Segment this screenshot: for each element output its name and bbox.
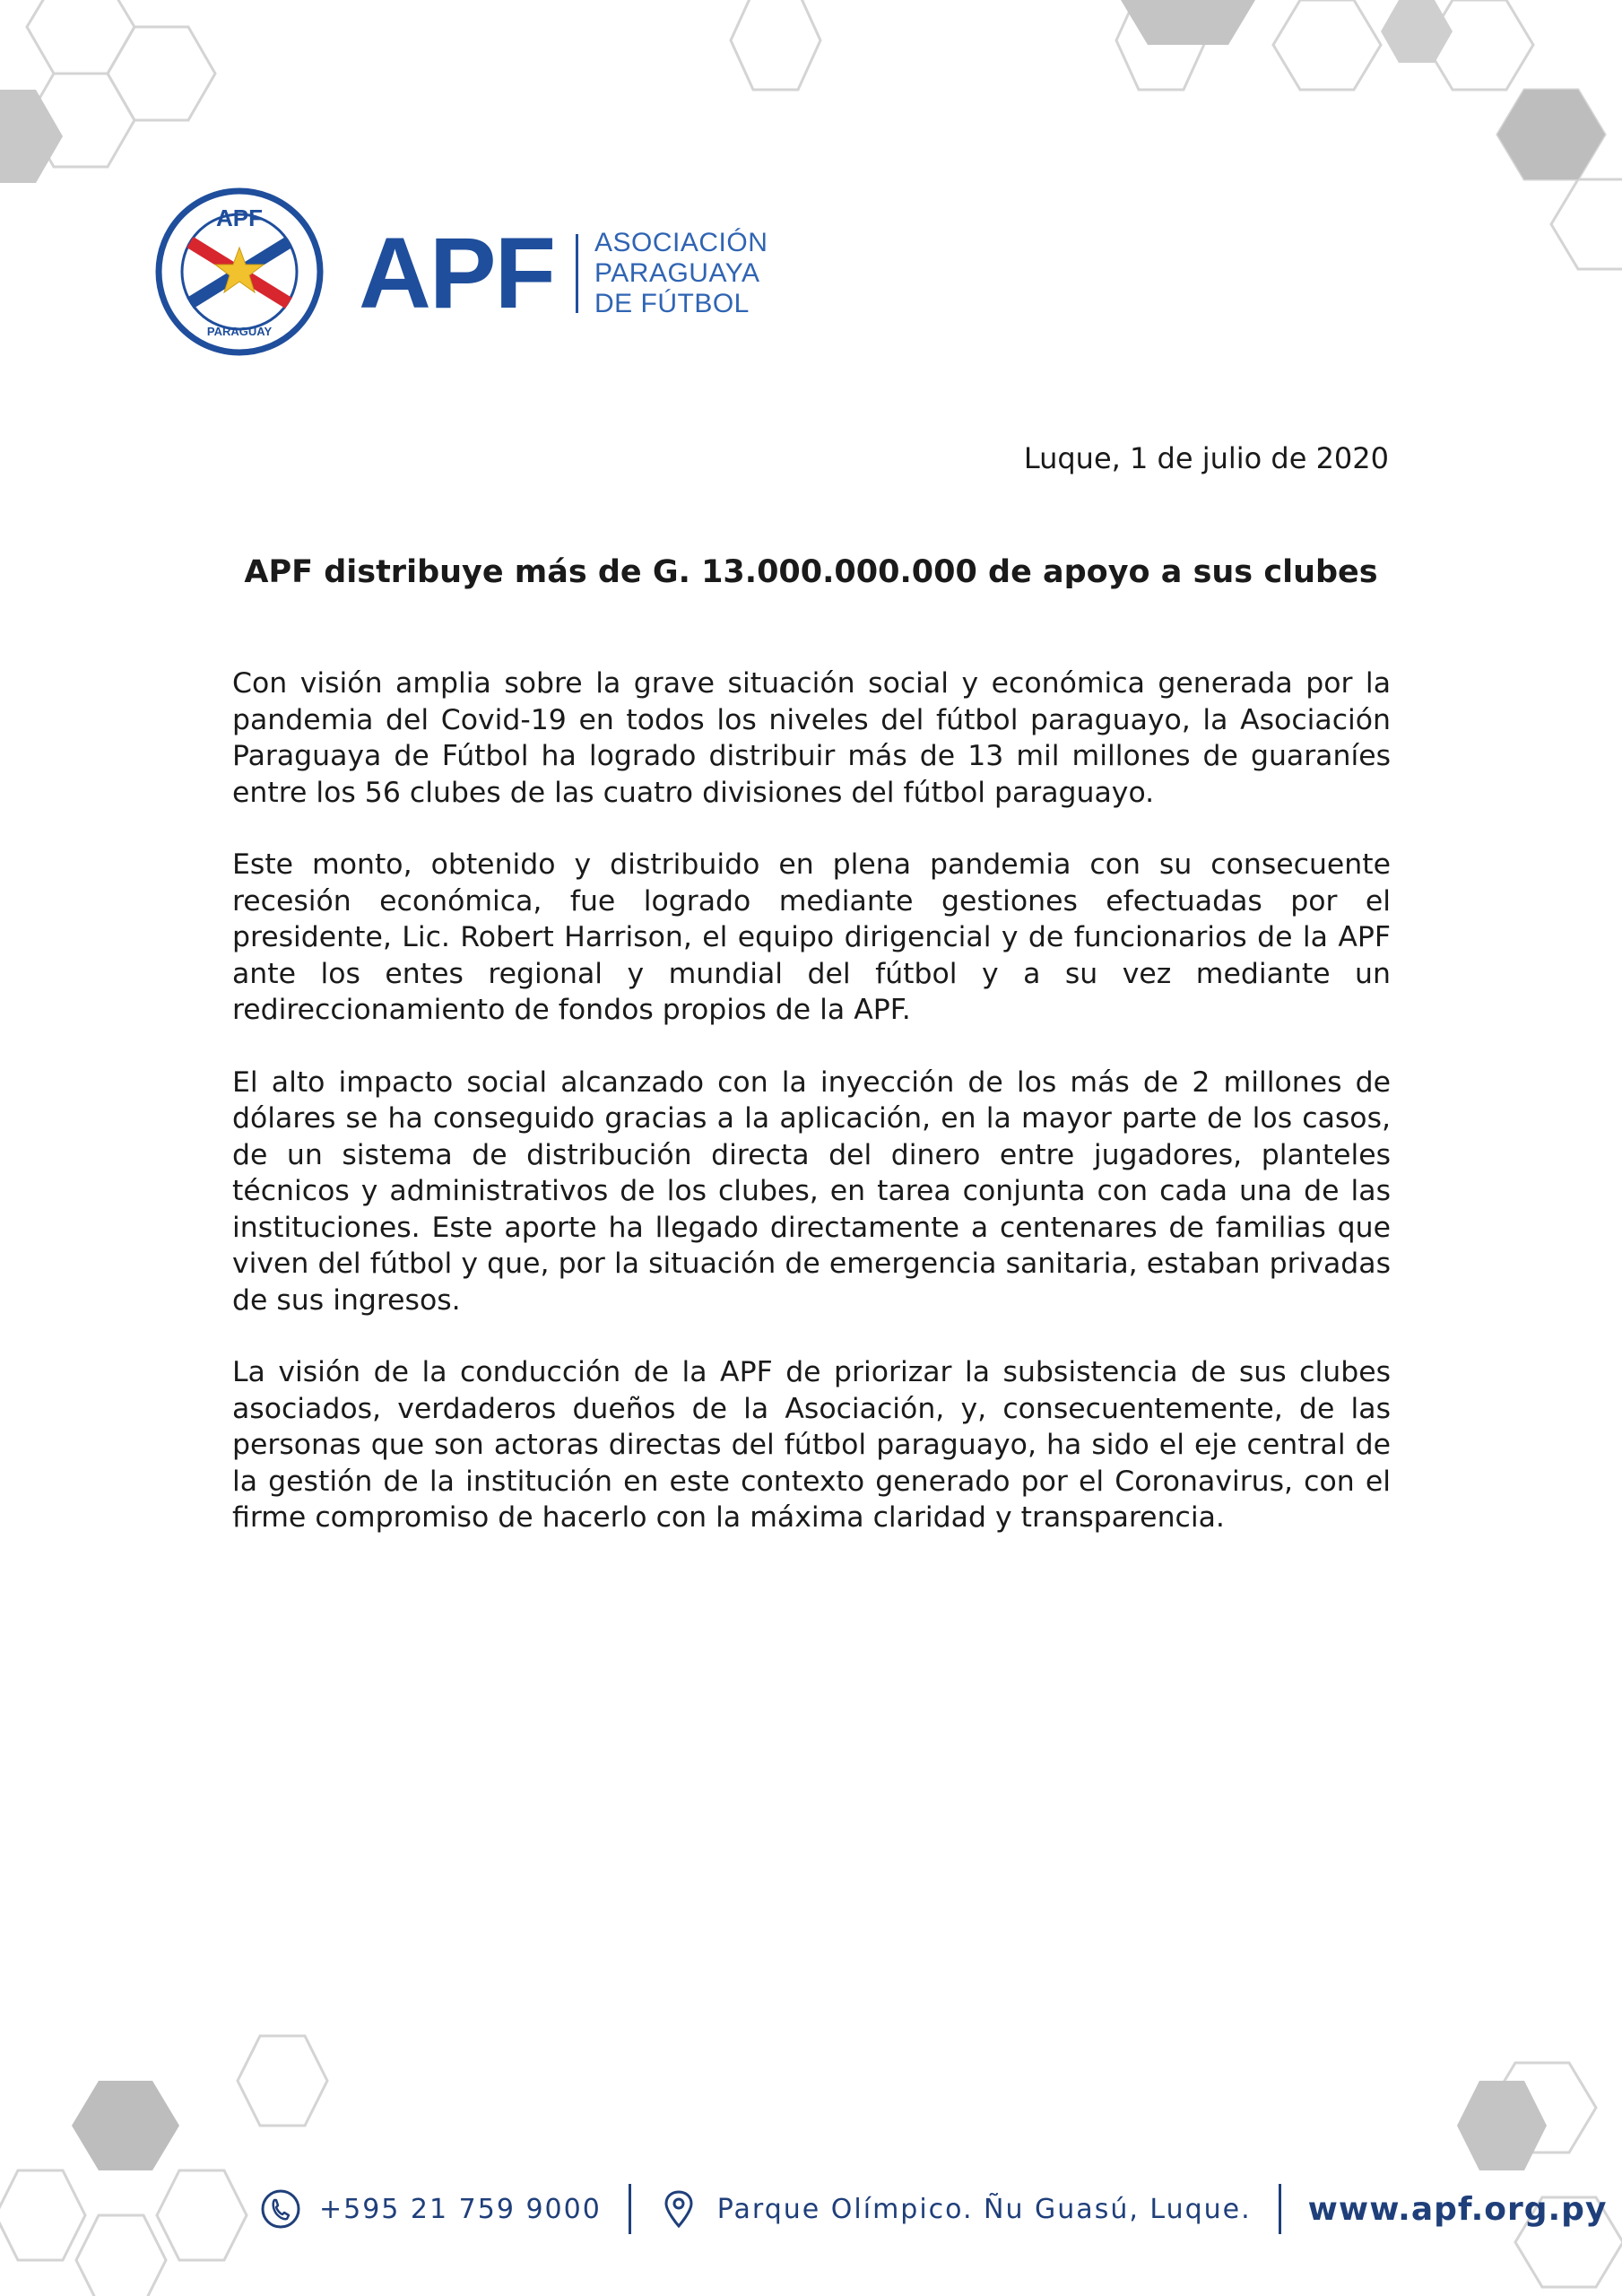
paragraph-2: Este monto, obtenido y distribuido en plena pandemia con su consecuente recesión económica, fue logrado mediante gestiones efectuadas por el presidente, Lic. Robert Harrison, el equipo dirigencial y de funcionarios de la APF ante los entes regional y mundial del fútbol y a su vez mediante un redireccionamiento de fondos propios de la APF. [232,848,1391,1026]
brand-name-line-1: ASOCIACIÓN [594,228,768,257]
footer-address [658,2188,1252,2230]
apf-badge-logo [154,187,325,357]
footer-address-text: Parque Olímpico. Ñu Guasú, Luque. [716,2193,1252,2225]
brand-name-line-3: DE FÚTBOL [594,289,750,318]
paragraph-1: Con visión amplia sobre la grave situación social y económica generada por la pandemia del Covid-19 en todos los niveles del fútbol paraguayo, la Asociación Paraguaya de Fútbol ha logrado distribuir más de 13 mil millones de guaraníes entre los 56 clubes de las cuatro divisiones del fútbol paraguayo. [232,667,1391,809]
brand-apf-text: APF [359,217,554,329]
footer-divider-1 [629,2184,631,2234]
brand-name-line-2: PARAGUAYA [594,258,760,288]
footer-divider-2 [1279,2184,1281,2234]
letter-title: APF distribuye más de G. 13.000.000.000 de apoyo a sus clubes [244,554,1378,590]
footer-website-link[interactable]: www.apf.org.py [1307,2190,1608,2228]
paragraph-4: La visión de la conducción de la APF de priorizar la subsistencia de sus clubes asociados, verdaderos dueños de la Asociación, y, consecuentemente, de las personas que son actoras directas del fútbol paraguayo, ha sido el eje central de la gestión de la institución en este contexto generado por el Coronavirus, con el firme compromiso de hacerlo con la máxima claridad y transparencia. [232,1356,1391,1534]
location-pin-icon [658,2188,699,2230]
badge-bottom-text: PARAGUAY [206,325,273,338]
phone-icon [260,2188,301,2230]
brand-full-name [594,228,768,319]
brand-wordmark [359,217,768,329]
footer-phone-text: +595 21 759 9000 [319,2193,602,2225]
footer-phone [260,2188,602,2230]
letter-date: Luque, 1 de julio de 2020 [1023,441,1389,475]
badge-top-text: APF [216,204,263,231]
paragraph-3: El alto impacto social alcanzado con la inyección de los más de 2 millones de dólares se ha conseguido gracias a la aplicación, en la mayor parte de los casos, de un sistema de distribución directa del dinero entre jugadores, planteles técnicos y administrativos de los clubes, en tarea conjunta con cada una de las instituciones. Este aporte ha llegado directamente a centenares de familias que viven del fútbol y que, por la situación de emergencia sanitaria, estaban privadas de sus ingresos. [232,1065,1391,1317]
brand-divider [576,234,578,313]
footer-contact-bar [260,2178,1607,2240]
letter-body [232,665,1391,1572]
